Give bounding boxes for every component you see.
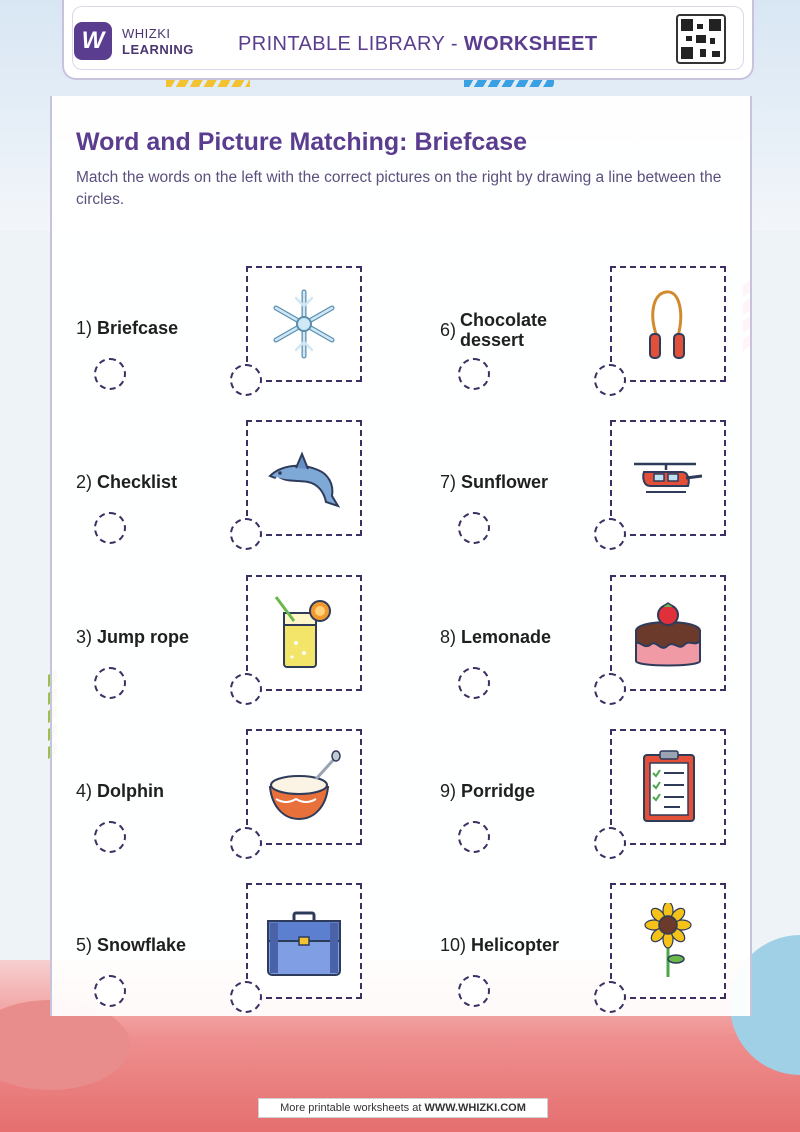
picture-box — [610, 575, 726, 691]
word-connect-circle[interactable] — [458, 358, 490, 390]
word-label: 2) Checklist — [76, 472, 178, 492]
match-item-2 — [76, 420, 436, 550]
word-label: 4) Dolphin — [76, 781, 165, 801]
brand-name-line1: WHIZKI — [122, 26, 171, 41]
match-item-4 — [76, 729, 436, 859]
match-item-9 — [440, 729, 800, 859]
picture-connect-circle[interactable] — [230, 673, 262, 705]
checklist-icon — [630, 749, 706, 825]
picture-connect-circle[interactable] — [594, 518, 626, 550]
word-label: 1) Briefcase — [76, 318, 179, 338]
qr-code-icon — [676, 14, 726, 64]
word-connect-circle[interactable] — [94, 821, 126, 853]
worksheet-title: Word and Picture Matching: Briefcase — [76, 128, 528, 156]
word-label: 10) Helicopter — [440, 935, 560, 955]
match-item-1 — [76, 266, 436, 396]
briefcase-icon — [266, 903, 342, 979]
word-label: 8) Lemonade — [440, 627, 552, 647]
footer-banner — [258, 1098, 548, 1118]
brand-name-line2: LEARNING — [122, 42, 194, 57]
word-connect-circle[interactable] — [458, 512, 490, 544]
jump-rope-icon — [630, 286, 706, 362]
word-label: 9) Porridge — [440, 781, 536, 801]
match-item-3 — [76, 575, 436, 705]
match-item-8 — [440, 575, 800, 705]
dolphin-icon — [266, 440, 342, 516]
lemonade-icon — [266, 595, 342, 671]
header-title-bold: WORKSHEET — [463, 33, 598, 55]
worksheet-instructions: Match the words on the left with the correct pictures on the right by drawing a line between the circles. — [76, 169, 722, 208]
match-item-7 — [440, 420, 800, 550]
match-item-5 — [76, 883, 436, 1013]
word-connect-circle[interactable] — [458, 975, 490, 1007]
footer-link[interactable]: WWW.WHIZKI.COM — [424, 1102, 526, 1114]
picture-connect-circle[interactable] — [230, 518, 262, 550]
picture-connect-circle[interactable] — [230, 364, 262, 396]
header-stripes-left — [166, 80, 250, 87]
logo-letter: W — [81, 27, 105, 54]
word-connect-circle[interactable] — [94, 512, 126, 544]
picture-box — [610, 420, 726, 536]
picture-connect-circle[interactable] — [594, 673, 626, 705]
word-connect-circle[interactable] — [458, 821, 490, 853]
match-item-6 — [440, 266, 800, 396]
chocolate-dessert-icon — [630, 595, 706, 671]
picture-box — [246, 729, 362, 845]
sunflower-icon — [630, 903, 706, 979]
match-item-10 — [440, 883, 800, 1013]
header-title — [238, 33, 597, 56]
word-connect-circle[interactable] — [94, 667, 126, 699]
helicopter-icon — [630, 440, 706, 516]
picture-box — [246, 883, 362, 999]
picture-box — [246, 420, 362, 536]
word-label: 6) Chocolate dessert — [440, 310, 548, 350]
picture-box — [610, 729, 726, 845]
header-title-prefix: PRINTABLE LIBRARY - — [238, 33, 464, 55]
word-connect-circle[interactable] — [458, 667, 490, 699]
footer-text: More printable worksheets at — [280, 1102, 425, 1114]
picture-connect-circle[interactable] — [594, 827, 626, 859]
header-stripes-right — [464, 80, 554, 87]
word-label: 3) Jump rope — [76, 627, 190, 647]
whizki-logo-icon — [74, 22, 112, 60]
picture-box — [246, 575, 362, 691]
word-connect-circle[interactable] — [94, 358, 126, 390]
picture-connect-circle[interactable] — [594, 981, 626, 1013]
picture-box — [610, 266, 726, 382]
porridge-icon — [266, 749, 342, 825]
picture-connect-circle[interactable] — [230, 981, 262, 1013]
snowflake-icon — [266, 286, 342, 362]
worksheet-card — [50, 96, 752, 1016]
word-label: 7) Sunflower — [440, 472, 549, 492]
word-connect-circle[interactable] — [94, 975, 126, 1007]
picture-box — [246, 266, 362, 382]
word-label: 5) Snowflake — [76, 935, 187, 955]
picture-connect-circle[interactable] — [594, 364, 626, 396]
picture-connect-circle[interactable] — [230, 827, 262, 859]
picture-box — [610, 883, 726, 999]
